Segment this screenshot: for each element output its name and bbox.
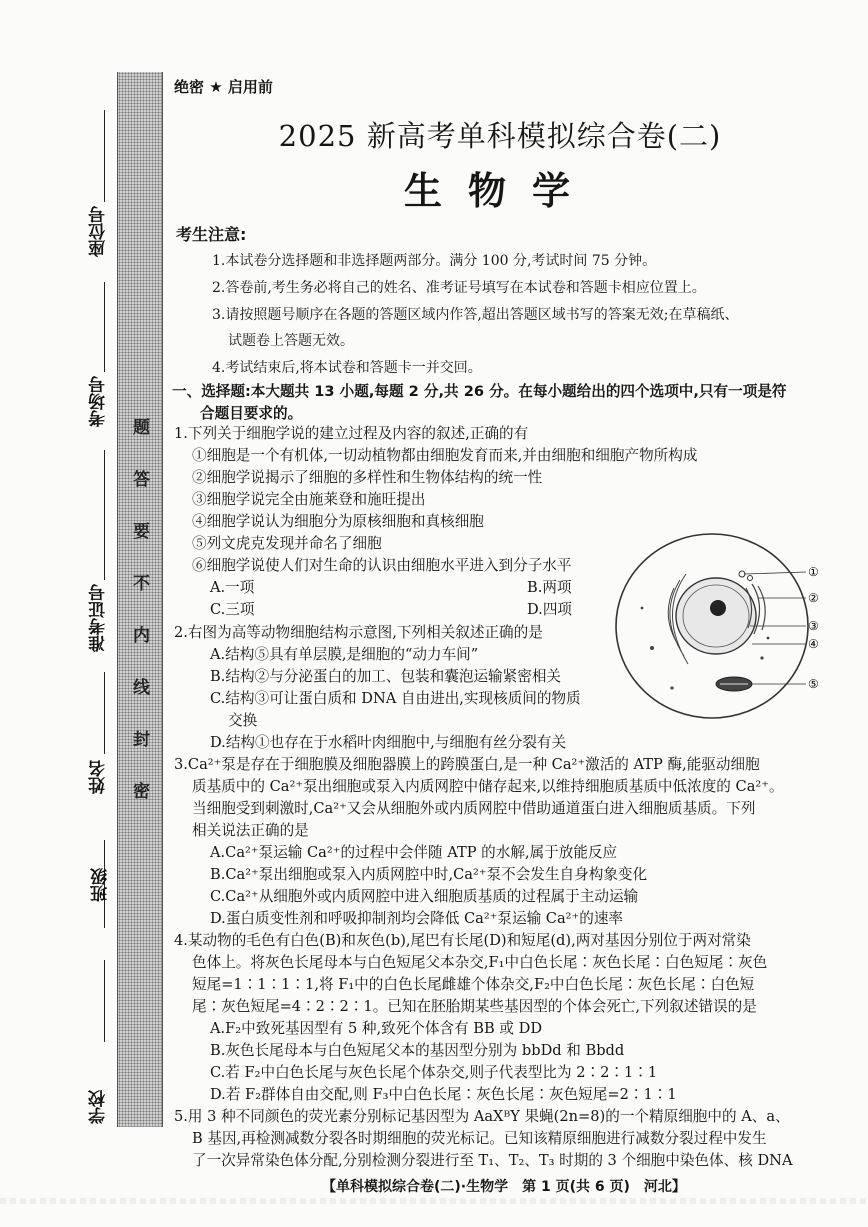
notice-item-1: 1.本试卷分选择题和非选择题两部分。满分 100 分,考试时间 75 分钟。 <box>212 253 657 269</box>
q4-option-a[interactable]: A.F₂中致死基因型有 5 种,致死个体含有 BB 或 DD <box>210 1020 543 1037</box>
notice-item-3-cont: 试题卷上答题无效。 <box>228 333 354 349</box>
section-heading-cont: 合题目要求的。 <box>200 405 303 422</box>
cell-label-1: ① <box>808 565 819 579</box>
binding-strip-char-8: 密 <box>129 782 149 799</box>
name-field-line[interactable] <box>104 672 105 754</box>
scan-edge <box>0 1198 868 1204</box>
q3-stem-2: 质基质中的 Ca²⁺泵出细胞或泵入内质网腔中储存起来,以维持细胞质基质中低浓度的 Ca²⁺。 <box>192 778 784 795</box>
seat-label: 座位号 <box>89 206 109 257</box>
q4-option-b[interactable]: B.灰色长尾母本与白色短尾父本的基因型分别为 bbDd 和 Bbdd <box>210 1042 625 1059</box>
q3-stem-3: 当细胞受到刺激时,Ca²⁺又会从细胞外或内质网腔中借助通道蛋白进入细胞质基质。下列 <box>192 800 756 817</box>
q3-option-a[interactable]: A.Ca²⁺泵运输 Ca²⁺的过程中会伴随 ATP 的水解,属于放能反应 <box>210 844 618 861</box>
q2-stem: 2.右图为高等动物细胞结构示意图,下列相关叙述正确的是 <box>174 624 543 641</box>
q3-stem-1: 3.Ca²⁺泵是存在于细胞膜及细胞器膜上的跨膜蛋白,是一种 Ca²⁺激活的 ATP 酶,能驱动细胞 <box>174 756 760 773</box>
q1-option-c[interactable]: C.三项 <box>210 601 255 618</box>
notice-item-4: 4.考试结束后,将本试卷和答题卡一并交回。 <box>212 360 482 376</box>
q5-stem-1: 5.用 3 种不同颜色的荧光素分别标记基因型为 AaXᴮY 果蝇(2n=8)的一个精原细胞中的 A、a、 <box>174 1108 790 1125</box>
q1-stem: 1.下列关于细胞学说的建立过程及内容的叙述,正确的有 <box>174 425 529 442</box>
cell-label-4: ④ <box>808 637 819 651</box>
binding-strip-char-2: 答 <box>129 470 149 487</box>
q1-statement-2: ②细胞学说揭示了细胞的多样性和生物体结构的统一性 <box>192 469 543 486</box>
q1-statement-1: ①细胞是一个有机体,一切动植物都由细胞发育而来,并由细胞和细胞产物所构成 <box>192 447 698 464</box>
q1-statement-3: ③细胞学说完全由施莱登和施旺提出 <box>192 491 426 508</box>
q5-stem-2: B 基因,再检测减数分裂各时期细胞的荧光标记。已知该精原细胞进行减数分裂过程中发生 <box>192 1130 767 1147</box>
binding-strip-char-5: 内 <box>129 626 149 643</box>
q1-statement-6: ⑥细胞学说使人们对生命的认识由细胞水平进入到分子水平 <box>192 557 572 574</box>
page-footer: 【单科模拟综合卷(二)·生物学 第 1 页(共 6 页) 河北】 <box>322 1179 686 1195</box>
secret-mark: 绝密 ★ 启用前 <box>174 78 273 96</box>
name-label: 姓名 <box>89 760 109 794</box>
nucleus <box>676 578 756 654</box>
q2-option-c[interactable]: C.结构③可让蛋白质和 DNA 自由进出,实现核质间的物质 <box>210 690 581 707</box>
notice-heading: 考生注意: <box>176 225 247 244</box>
cell-label-2: ② <box>808 591 819 605</box>
q1-statement-5: ⑤列文虎克发现并命名了细胞 <box>192 535 382 552</box>
school-field-line[interactable] <box>104 960 105 1042</box>
cell-label-5: ⑤ <box>808 677 819 691</box>
q1-option-a[interactable]: A.一项 <box>210 579 255 596</box>
q4-option-c[interactable]: C.若 F₂中白色长尾与灰色长尾个体杂交,则子代表型比为 2∶2∶1∶1 <box>210 1064 658 1081</box>
q2-option-d[interactable]: D.结构①也存在于水稻叶肉细胞中,与细胞有丝分裂有关 <box>210 734 567 751</box>
q1-statement-4: ④细胞学说认为细胞分为原核细胞和真核细胞 <box>192 513 484 530</box>
school-label: 学校 <box>89 1090 109 1124</box>
subject-title: 生物学 <box>403 168 596 213</box>
cell-label-3: ③ <box>808 619 819 633</box>
room-field-line[interactable] <box>104 282 105 372</box>
animal-cell-diagram <box>612 528 828 724</box>
q4-option-d[interactable]: D.若 F₂群体自由交配,则 F₃中白色长尾∶灰色长尾∶灰色短尾=2∶1∶1 <box>210 1086 677 1103</box>
q3-option-d[interactable]: D.蛋白质变性剂和呼吸抑制剂均会降低 Ca²⁺泵运输 Ca²⁺的速率 <box>210 910 624 927</box>
q2-option-b[interactable]: B.结构②与分泌蛋白的加工、包装和囊泡运输紧密相关 <box>210 668 562 685</box>
q1-option-b[interactable]: B.两项 <box>527 579 572 596</box>
ticket-field-line[interactable] <box>104 450 105 580</box>
q4-stem-3: 短尾=1∶1∶1∶1,将 F₁中的白色长尾雌雄个体杂交,F₂中白色长尾∶灰色长尾∶白色短 <box>192 976 755 993</box>
q5-stem-3: 了一次异常染色体分配,分别检测分裂进行至 T₁、T₂、T₃ 时期的 3 个细胞中染色体、核 DNA <box>192 1152 793 1169</box>
seat-field-line[interactable] <box>104 110 105 202</box>
notice-item-2: 2.答卷前,考生务必将自己的姓名、准考证号填写在本试卷和答题卡相应位置上。 <box>212 280 706 296</box>
ticket-label: 准考证号 <box>89 584 109 652</box>
q3-option-b[interactable]: B.Ca²⁺泵出细胞或泵入内质网腔中时,Ca²⁺泵不会发生自身构象变化 <box>210 866 648 883</box>
binding-strip-char-3: 要 <box>129 522 149 539</box>
q3-stem-4: 相关说法正确的是 <box>192 822 309 839</box>
binding-strip <box>117 72 163 1127</box>
q3-option-c[interactable]: C.Ca²⁺从细胞外或内质网腔中进入细胞质基质的过程属于主动运输 <box>210 888 639 905</box>
notice-item-3: 3.请按照题号顺序在各题的答题区域内作答,超出答题区域书写的答案无效;在草稿纸、 <box>212 307 739 323</box>
class-label: 班级 <box>91 868 111 902</box>
q2-option-a[interactable]: A.结构⑤具有单层膜,是细胞的“动力车间” <box>210 646 479 663</box>
binding-strip-char-6: 线 <box>129 678 149 695</box>
binding-strip-char-7: 封 <box>129 730 149 747</box>
q1-option-d[interactable]: D.四项 <box>527 601 573 618</box>
q4-stem-4: 尾∶灰色短尾=4∶2∶2∶1。已知在胚胎期某些基因型的个体会死亡,下列叙述错误的是 <box>192 998 757 1015</box>
room-label: 考场号 <box>89 376 109 427</box>
q4-stem-2: 色体上。将灰色长尾母本与白色短尾父本杂交,F₁中白色长尾∶灰色长尾∶白色短尾∶灰色 <box>192 954 768 971</box>
exam-title: 2025 新高考单科模拟综合卷(二) <box>278 119 722 153</box>
binding-strip-char-4: 不 <box>129 574 149 591</box>
q2-option-c-cont: 交换 <box>228 712 258 729</box>
binding-strip-char-1: 题 <box>129 418 149 435</box>
nucleolus <box>710 600 726 616</box>
section-heading: 一、选择题:本大题共 13 小题,每题 2 分,共 26 分。在每小题给出的四个选项中,只有一项是符 <box>172 383 787 400</box>
q4-stem-1: 4.某动物的毛色有白色(B)和灰色(b),尾巴有长尾(D)和短尾(d),两对基因分别位于两对常染 <box>174 932 751 949</box>
